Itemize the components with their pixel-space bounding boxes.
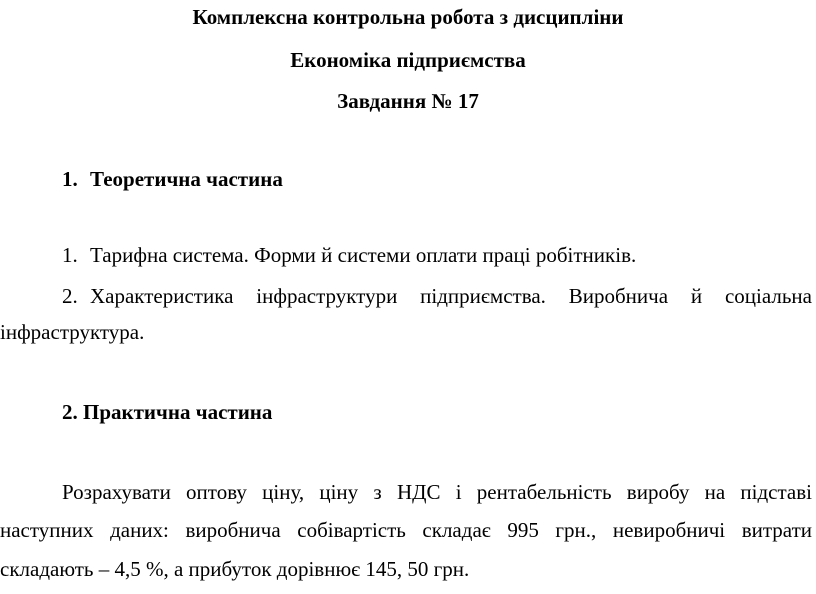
theory-heading [62,167,283,191]
practice-text-line-1: Розрахувати оптову ціну, ціну з НДС і рентабельність виробу на підставі [62,480,812,504]
theory-heading-number: 1. [62,167,78,191]
theory-item-1 [62,243,636,267]
theory-heading-text: Теоретична частина [90,167,283,191]
practice-heading: 2. Практична частина [62,400,273,424]
theory-item-1-text: Тарифна система. Форми й системи оплати праці робітників. [90,243,637,267]
theory-item-1-number: 1. [62,243,78,267]
theory-item-2 [62,284,812,308]
theory-item-2-number: 2. [62,284,78,308]
theory-item-2-text: Характеристика інфраструктури підприємства. Виробнича й соціальна [90,284,812,308]
theory-item-2-continuation: інфраструктура. [0,320,145,344]
subject-title: Економіка підприємства [290,48,526,72]
task-number: Завдання № 17 [337,89,479,113]
document-title: Комплексна контрольна робота з дисципліни [192,5,624,29]
practice-text-line-2: наступних даних: виробнича собівартість складає 995 грн., невиробничі витрати [0,518,812,542]
practice-text-line-3: складають – 4,5 %, а прибуток дорівнює 145, 50 грн. [0,557,470,581]
